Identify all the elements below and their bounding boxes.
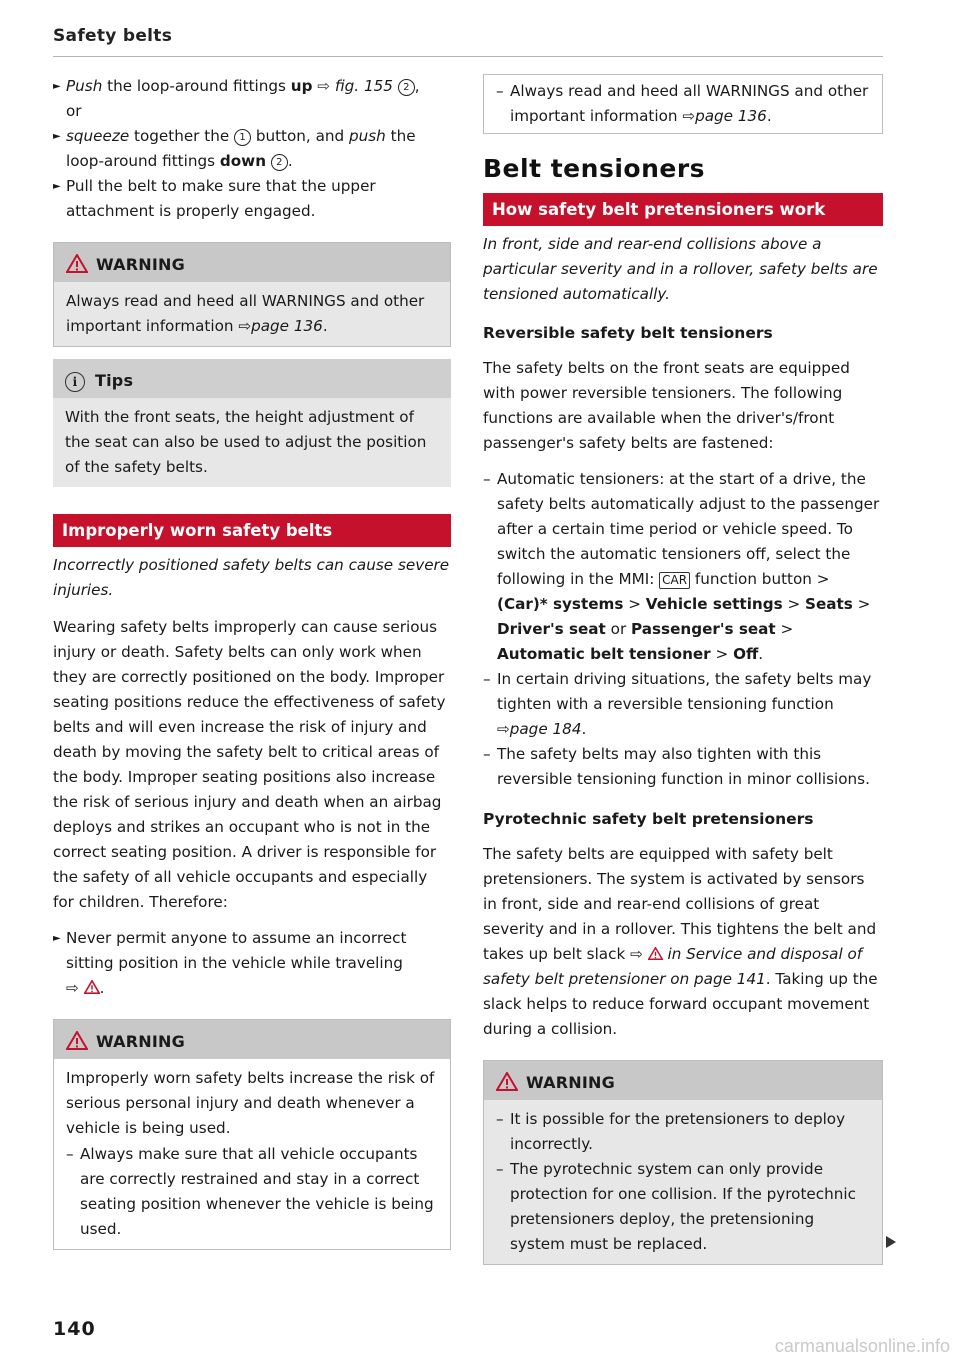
warning-icon	[84, 980, 100, 994]
section-heading: How safety belt pretensioners work	[483, 193, 883, 226]
warning-icon	[648, 947, 663, 960]
list-item: ► squeeze together the 1 button, and push the loop-around fittings down 2 .	[53, 124, 451, 174]
paragraph: The safety belts on the front seats are equipped with power reversible tensioners. The following functions are available when the driver's/front passenger's safety belts are fastened:	[483, 359, 850, 452]
warning-body: Always read and heed all WARNINGS and other important information ⇨page 136.	[54, 282, 450, 346]
bullet-triangle-icon: ►	[53, 181, 61, 192]
page-ref-link[interactable]: in Service and disposal of safety belt pretensioner on page 141	[483, 945, 863, 988]
arrow-icon: ⇨	[682, 107, 696, 125]
arrow-icon: ⇨	[238, 317, 252, 335]
arrow-icon: ⇨	[497, 720, 510, 738]
warning-body	[484, 1100, 882, 1264]
number-2-icon: 2	[271, 154, 288, 171]
page-header	[53, 26, 883, 57]
section-intro: Incorrectly positioned safety belts can cause severe injuries.	[53, 556, 450, 599]
left-column	[53, 74, 451, 1250]
list-item: – Always make sure that all vehicle occupants are correctly restrained and stay in a correct seating position whenever the vehicle is being used.	[66, 1145, 434, 1238]
section-body: Wearing safety belts improperly can cause serious injury or death. Safety belts can only work when they are correctly positioned on the body. Improper seating positions reduce the effectiveness of safety belts and will even increase the risk of injury and death by moving the safety belt to critical areas of the body. Improper seating positions also increase the risk of serious injury and death when an airbag deploys and strikes an occupant who is not in the correct seating position. A driver is responsible for the safety of all vehicle occupants and especially for children. Therefore:	[53, 618, 446, 911]
arrow-icon: ⇨	[630, 945, 643, 963]
arrow-icon: ⇨	[66, 979, 79, 997]
tips-box	[53, 359, 451, 487]
warning-box	[483, 1060, 883, 1265]
list-item: ► Never permit anyone to assume an incorrect sitting position in the vehicle while traveling ⇨ .	[53, 926, 451, 1001]
list-item: ► Push the loop-around fittings up ⇨ fig. 155 2 , or	[53, 74, 451, 124]
section-title: Safety belts	[53, 26, 173, 46]
list-item: – The safety belts may also tighten with this reversible tensioning function in minor collisions.	[483, 745, 870, 788]
list-item: – Automatic tensioners: at the start of a drive, the safety belts automatically adjust to the passenger after a certain time period or vehicle speed. To switch the automatic tensioners off, select the following in the MMI: CAR function button > (Car)* systems > Vehicle settings > Seats > Driver's seat or Passenger's seat > Automatic belt tensioner > Off.	[483, 470, 880, 663]
tips-header: i Tips	[53, 359, 451, 398]
chapter-heading: Belt tensioners	[483, 154, 706, 183]
note-box	[483, 74, 883, 134]
warning-body: Improperly worn safety belts increase the risk of serious personal injury and death whenever a vehicle is being used. – Always make sure that all vehicle occupants are correctly restrained and stay in a correct seating position whenever the vehicle is being used.	[54, 1059, 450, 1249]
list-item: – Always read and heed all WARNINGS and other important information ⇨page 136.	[496, 82, 869, 125]
figure-ref[interactable]: fig. 155	[334, 77, 393, 95]
warning-header: WARNING	[54, 243, 450, 282]
warning-icon	[496, 1072, 518, 1091]
list-item: – It is possible for the pretensioners to deploy incorrectly.	[496, 1110, 846, 1153]
next-page-arrow-icon	[886, 1236, 896, 1248]
number-2-icon: 2	[398, 79, 415, 96]
subsection-heading: Reversible safety belt tensioners	[483, 324, 773, 342]
list-item: – The pyrotechnic system can only provide protection for one collision. If the pyrotechnic pretensioners deploy, the pretensioning system must be replaced.	[496, 1160, 856, 1253]
list-item: – In certain driving situations, the safety belts may tighten with a reversible tensioning function ⇨page 184.	[483, 670, 872, 738]
section-heading: Improperly worn safety belts	[53, 514, 451, 547]
warning-header: WARNING	[54, 1020, 450, 1059]
warning-box	[53, 242, 451, 347]
warning-icon	[66, 1031, 88, 1050]
tips-body: With the front seats, the height adjustment of the seat can also be used to adjust the position of the safety belts.	[53, 398, 451, 487]
info-icon: i	[65, 372, 85, 392]
section-intro: In front, side and rear-end collisions above a particular severity and in a rollover, safety belts are tensioned automatically.	[483, 235, 878, 303]
warning-header: WARNING	[484, 1061, 882, 1100]
warning-icon	[66, 254, 88, 273]
bullet-triangle-icon: ►	[53, 81, 61, 92]
bullet-triangle-icon: ►	[53, 933, 61, 944]
page-ref-link[interactable]: page 136	[695, 107, 767, 125]
right-column	[483, 74, 883, 1265]
subsection-heading: Pyrotechnic safety belt pretensioners	[483, 810, 814, 828]
bullet-triangle-icon: ►	[53, 131, 61, 142]
arrow-icon: ⇨	[312, 77, 335, 95]
page-ref-link[interactable]: page 136	[251, 317, 323, 335]
number-1-icon: 1	[234, 129, 251, 146]
paragraph: The safety belts are equipped with safety belt pretensioners. The system is activated by sensors in front, side and rear-end collisions of great severity and in a rollover. This tightens the belt and takes up belt slack ⇨ in Service and disposal of safety belt pretensioner on page 141. Taking up the slack helps to reduce forward occupant movement during a collision.	[483, 845, 878, 1038]
list-item: ► Pull the belt to make sure that the upper attachment is properly engaged.	[53, 174, 451, 224]
car-button-icon: CAR	[659, 572, 690, 589]
page-ref-link[interactable]: page 184	[509, 720, 582, 738]
page-number: 140	[53, 1318, 96, 1340]
warning-box	[53, 1019, 451, 1250]
watermark: carmanualsonline.info	[774, 1336, 950, 1356]
